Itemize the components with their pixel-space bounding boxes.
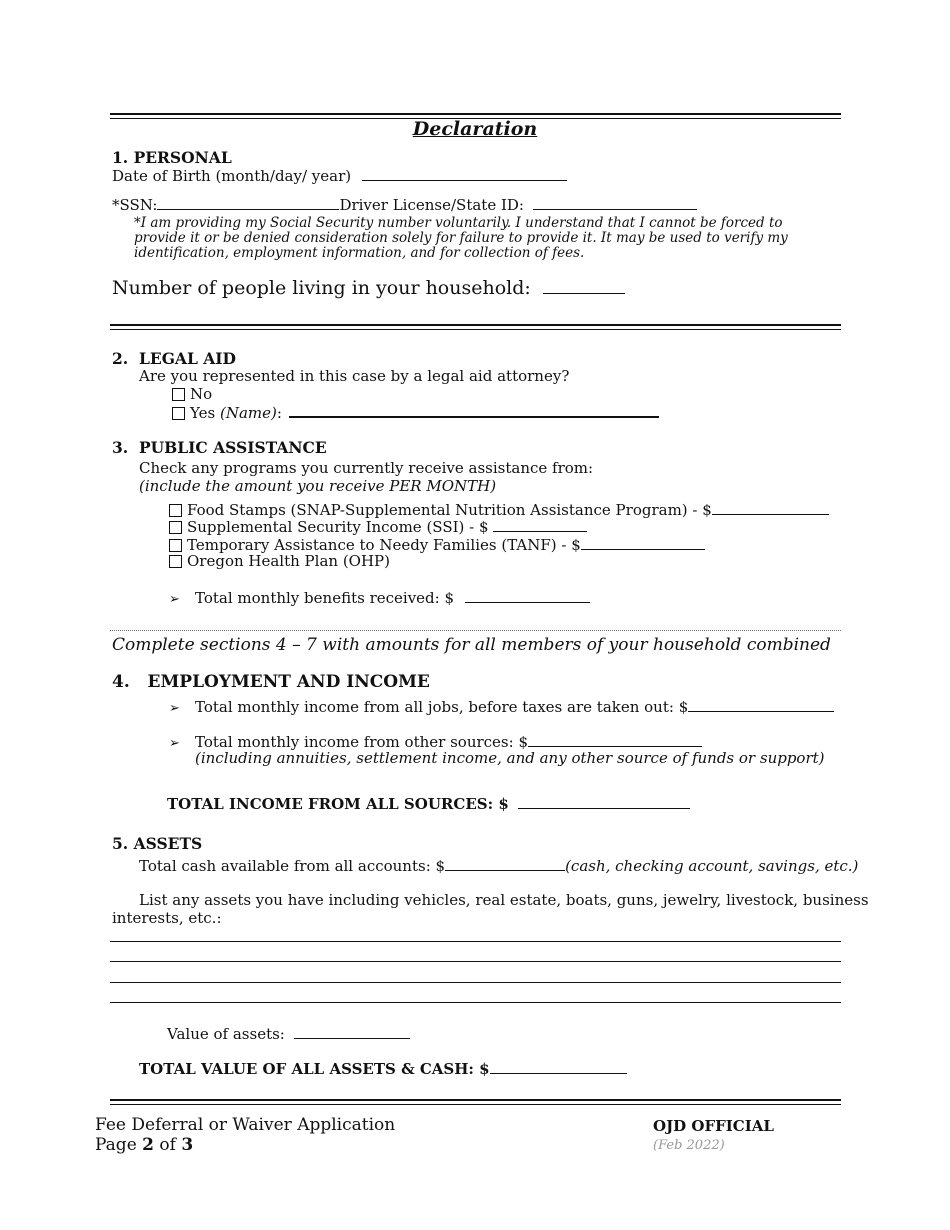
pa-program-label: Food Stamps (SNAP-Supplemental Nutrition Assistance Program) - $ [187,501,712,519]
page-prefix: Page [95,1135,137,1155]
section-assets-heading: 5. ASSETS [112,834,203,853]
legal-aid-question: Are you represented in this case by a legal aid attorney? [139,367,570,385]
pa-program-checkbox[interactable] [169,521,182,534]
footer-double-rule [110,1099,841,1105]
page-total: 3 [181,1135,194,1155]
household-label: Number of people living in your household: [112,277,531,299]
pa-program-row [169,517,587,536]
legal-aid-no-checkbox[interactable] [172,388,185,401]
jobs-income-field[interactable] [688,697,834,712]
dob-field[interactable] [362,166,567,181]
ssn-field[interactable] [157,195,339,210]
pa-program-amount-field[interactable] [581,535,705,550]
cash-field[interactable] [445,856,565,871]
pa-instruction: Check any programs you currently receive assistance from: [139,459,594,477]
legal-aid-name-label: (Name) [219,404,277,422]
section-title: EMPLOYMENT AND INCOME [147,672,430,692]
total-income-row [167,794,690,813]
pa-program-label: Temporary Assistance to Needy Families (TANF) - $ [187,536,581,554]
pa-program-checkbox[interactable] [169,539,182,552]
dob-label: Date of Birth (month/day/ year) [112,167,352,185]
pa-instruction-note: (include the amount you receive PER MONTH) [139,477,497,495]
total-assets-row [139,1059,627,1078]
legal-aid-yes-label: Yes [190,404,216,422]
dl-label: Driver License/State ID: [339,196,524,214]
footer-date: (Feb 2022) [653,1138,725,1153]
legal-aid-yes-option [172,402,659,422]
pa-program-amount-field[interactable] [493,517,587,532]
assets-entry-line[interactable] [110,982,841,983]
arrow-bullet-icon: ➢ [169,736,180,751]
assets-entry-line[interactable] [110,941,841,942]
pa-total-label: Total monthly benefits received: $ [195,589,455,607]
total-income-field[interactable] [518,794,690,809]
total-income-label: TOTAL INCOME FROM ALL SOURCES: $ [167,795,509,813]
pa-program-checkbox[interactable] [169,555,182,568]
jobs-income-label: Total monthly income from all jobs, before taxes are taken out: $ [195,698,689,716]
section-personal-heading: 1. PERSONAL [112,148,232,167]
section-title: PUBLIC ASSISTANCE [138,438,327,457]
dl-field[interactable] [533,195,697,210]
section-employment-heading [112,672,430,692]
section-public-assistance-heading [112,438,327,457]
cash-note: (cash, checking account, savings, etc.) [565,857,859,875]
asset-value-row [167,1024,410,1043]
household-row [112,277,625,299]
section-number: 4. [112,672,130,692]
jobs-income-row [169,697,834,716]
assets-entry-line[interactable] [110,1002,841,1003]
total-assets-label: TOTAL VALUE OF ALL ASSETS & CASH: $ [139,1060,490,1078]
page-of: of [159,1135,176,1155]
combined-note: Complete sections 4 – 7 with amounts for all members of your household combined [112,635,831,655]
pa-program-label: Oregon Health Plan (OHP) [187,552,390,570]
pa-total-field[interactable] [465,588,590,603]
legal-aid-no-label: No [190,385,213,403]
ssn-note: *I am providing my Social Security number voluntarily. I understand that I cannot be forced to provide it or be denied consideration solely for failure to provide it. It may be used to verify my identification, employment information, and for collection of fees. [134,215,788,261]
assets-entry-line[interactable] [110,961,841,962]
assets-list-label-line2: interests, etc.: [112,909,222,927]
colon: : [276,404,282,422]
household-field[interactable] [543,277,625,294]
section-number: 3. [112,438,129,457]
footer-page-number [95,1135,193,1155]
legal-aid-no-option [172,385,212,403]
total-assets-field[interactable] [490,1059,627,1074]
footer-official-label: OJD OFFICIAL [653,1117,774,1135]
section-divider [110,324,841,330]
cash-label: Total cash available from all accounts: $ [139,857,446,875]
ssn-row [112,195,697,214]
asset-value-label: Value of assets: [167,1025,285,1043]
arrow-bullet-icon: ➢ [169,592,180,607]
pa-total-row [169,588,590,607]
page-title: Declaration [412,118,538,140]
legal-aid-yes-checkbox[interactable] [172,407,185,420]
asset-value-field[interactable] [294,1024,410,1039]
pa-program-label: Supplemental Security Income (SSI) - $ [187,518,489,536]
dob-row [112,166,567,185]
page-current: 2 [142,1135,155,1155]
pa-program-amount-field[interactable] [712,500,829,515]
section-legal-aid-heading [112,349,236,368]
other-income-label: Total monthly income from other sources: $ [195,733,528,751]
pa-program-checkbox[interactable] [169,504,182,517]
legal-aid-name-field[interactable] [289,402,659,418]
section-title: LEGAL AID [138,349,236,368]
section-number: 2. [112,349,129,368]
dotted-divider [110,630,841,631]
other-income-note: (including annuities, settlement income, and any other source of funds or support) [195,749,825,767]
cash-row [139,856,858,875]
arrow-bullet-icon: ➢ [169,701,180,716]
other-income-field[interactable] [528,732,702,747]
ssn-label: *SSN: [112,196,158,214]
pa-program-row [169,552,390,570]
footer-form-name: Fee Deferral or Waiver Application [95,1115,396,1135]
assets-list-label-line1: List any assets you have including vehicles, real estate, boats, guns, jewelry, livestock, business [139,891,869,909]
